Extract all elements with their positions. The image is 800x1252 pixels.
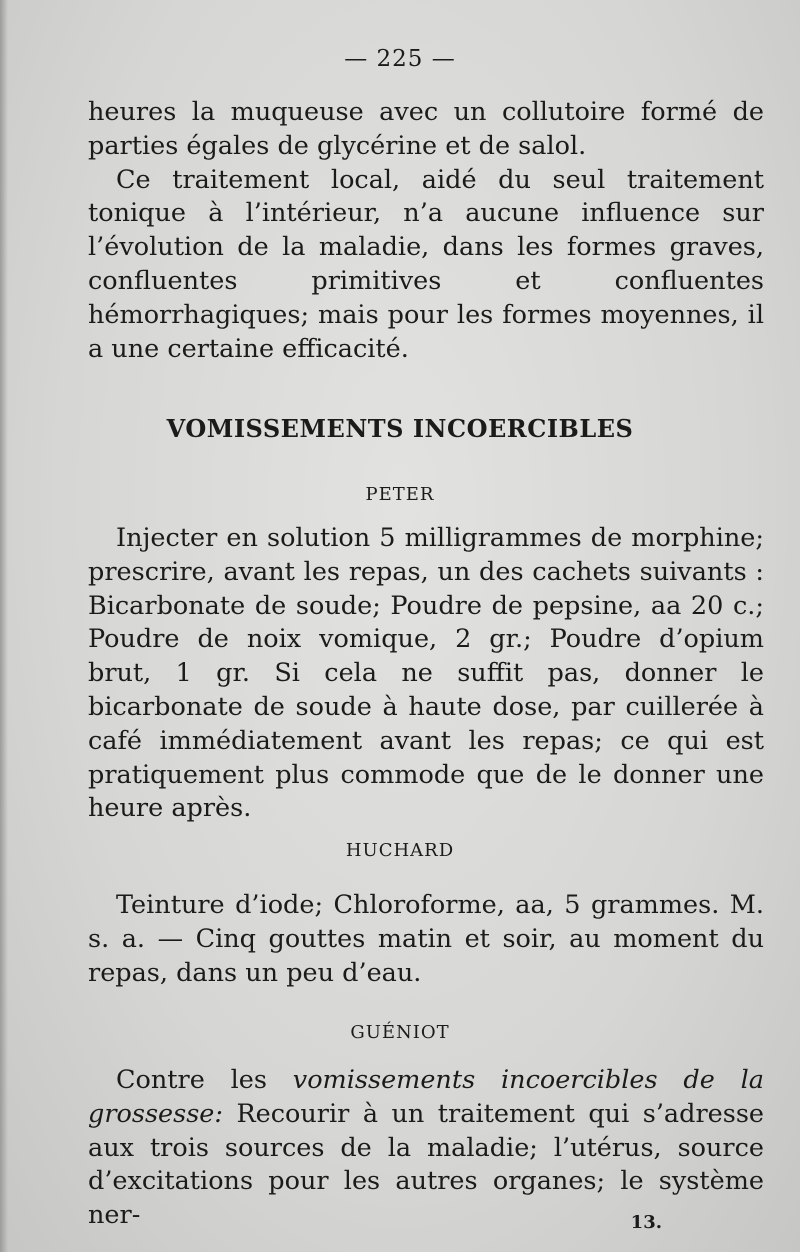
paragraph-gueniot-block — [88, 1064, 764, 1233]
signature-mark: 13. — [630, 1212, 662, 1233]
paragraph-local-treatment: Ce traitement local, aidé du seul traitement tonique à l’intérieur, n’a aucune influence sur l’évolution de la maladie, dans les formes graves, confluentes primitives et confluentes hémorrhagiques; mais pour les formes moyennes, il a une certaine efficacité. — [88, 164, 764, 364]
paragraph-gueniot-rest: Recourir à un traitement qui s’adresse aux trois sources de la maladie; l’utérus, source d’excitations pour les autres organes; le système ner- — [88, 1098, 764, 1231]
page-edge-shadow — [0, 0, 8, 1252]
page-number: — 225 — — [344, 46, 456, 72]
author-huchard: HUCHARD — [345, 840, 455, 861]
paragraph-gueniot-italic: vomissements incoercibles de la grossesse: — [88, 1065, 765, 1129]
author-gueniot: GUÉNIOT — [350, 1022, 450, 1043]
paragraph-continuation-block — [88, 96, 764, 366]
paragraph-gueniot-lead: Contre les — [116, 1065, 293, 1095]
paragraph-gueniot — [88, 1064, 764, 1233]
paragraph-huchard: Teinture d’iode; Chloroforme, aa, 5 grammes. M. s. a. — Cinq gouttes matin et soir, au moment du repas, dans un peu d’eau. — [88, 890, 764, 988]
paragraph-continuation: heures la muqueuse avec un collutoire formé de parties égales de glycérine et de salol. — [88, 97, 764, 161]
author-peter: PETER — [365, 484, 435, 505]
paragraph-peter-block — [88, 522, 764, 826]
section-title: VOMISSEMENTS INCOERCIBLES — [166, 414, 634, 443]
paragraph-peter: Injecter en solution 5 milligrammes de morphine; prescrire, avant les repas, un des cachets suivants : Bicarbonate de soude; Poudre de pepsine, aa 20 c.; Poudre de noix vomique, 2 gr.; Poudre d’opium brut, 1 gr. Si cela ne suffit pas, donner le bicarbonate de soude à haute dose, par cuillerée à café immédiatement avant les repas; ce qui est pratiquement plus commode que de le donner une heure après. — [88, 523, 764, 824]
paragraph-huchard-block — [88, 889, 764, 990]
